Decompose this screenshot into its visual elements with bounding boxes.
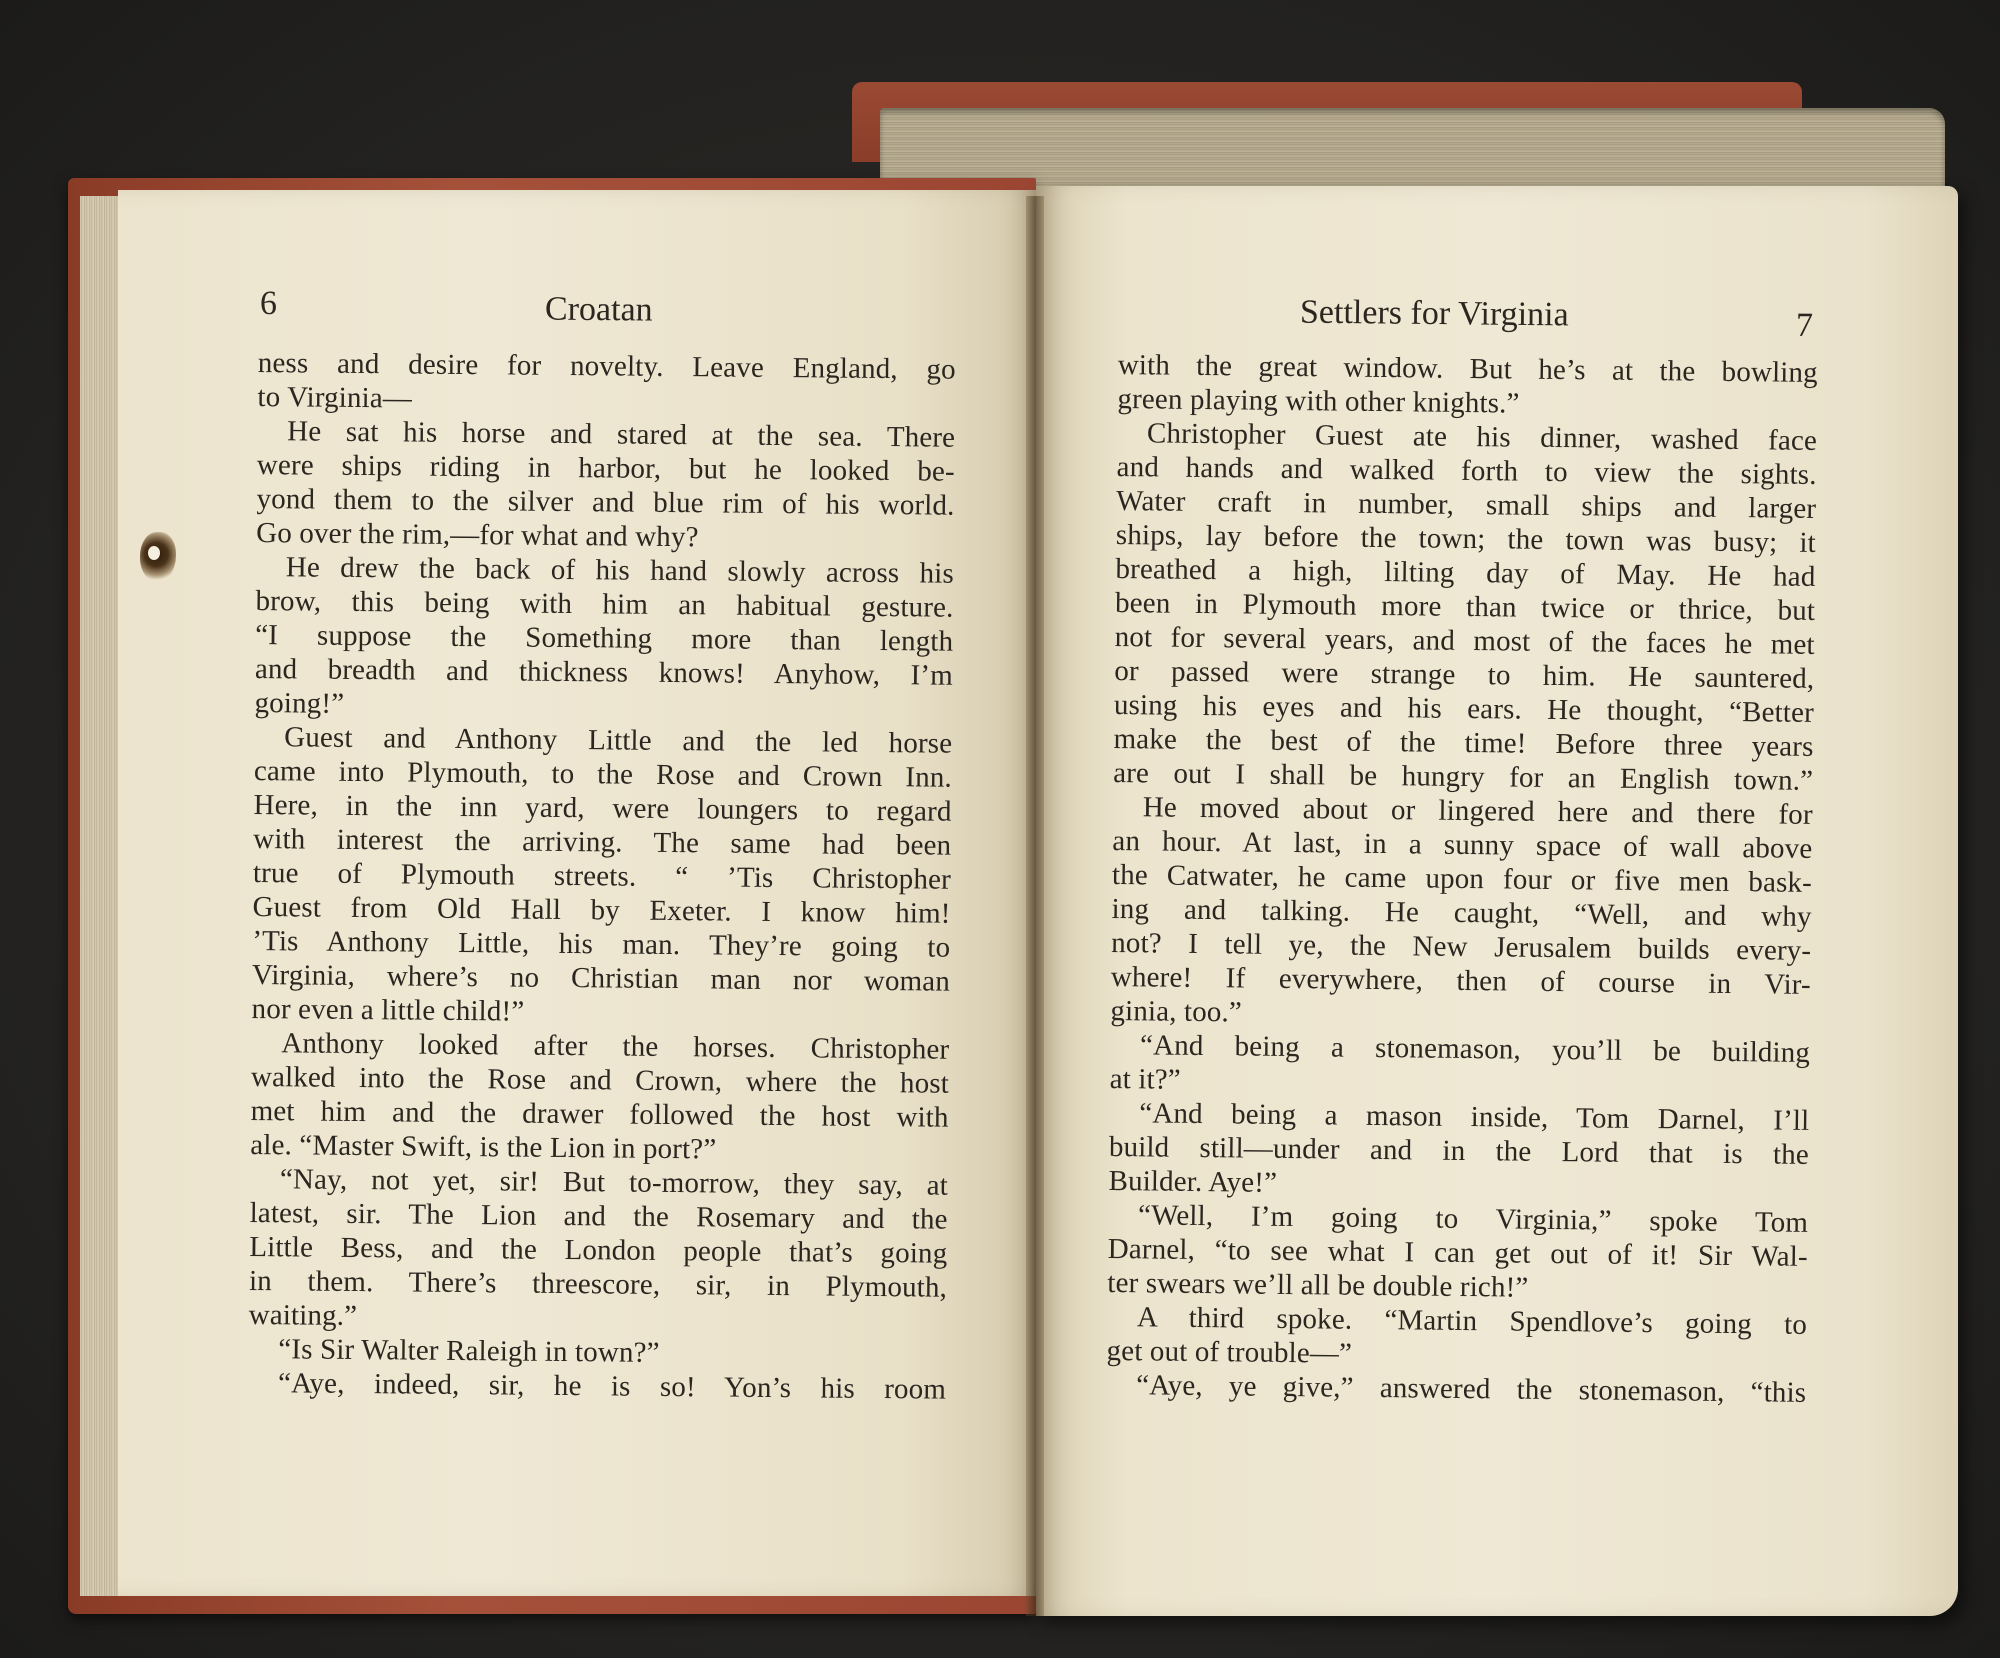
- text-line: ships, lay before the town; the town was busy; it: [1115, 518, 1817, 559]
- text-line: with interest the arriving. The same had been: [253, 822, 952, 862]
- text-line: walked into the Rose and Crown, where the host: [250, 1060, 950, 1100]
- text-line: came into Plymouth, to the Rose and Crown Inn.: [253, 754, 953, 794]
- text-line: brow, this being with him an habitual gesture.: [255, 584, 954, 624]
- text-line: ter swears we’ll all be double rich!”: [1107, 1266, 1529, 1304]
- text-line: “And being a mason inside, Tom Darnel, I’ll: [1139, 1097, 1810, 1137]
- text-line: were ships riding in harbor, but he looked be-: [256, 448, 955, 488]
- text-line: Go over the rim,—for what and why?: [256, 516, 699, 554]
- text-line: to Virginia—: [257, 380, 413, 415]
- text-line: ness and desire for novelty. Leave England, go: [257, 346, 956, 386]
- text-line: with the great window. But he’s at the bowling: [1117, 348, 1818, 389]
- text-line: Guest from Old Hall by Exeter. I know him!: [252, 890, 951, 930]
- text-line: the Catwater, he came upon four or five men bask-: [1111, 858, 1813, 899]
- text-line: met him and the drawer followed the host with: [250, 1094, 949, 1134]
- text-line: Virginia, where’s no Christian man nor woman: [251, 958, 951, 998]
- left-page-number: 6: [259, 284, 278, 323]
- text-line: ale. “Master Swift, is the Lion in port?”: [250, 1128, 717, 1166]
- text-line: get out of trouble—”: [1106, 1334, 1353, 1370]
- text-line: Anthony looked after the horses. Christopher: [281, 1027, 950, 1066]
- text-line: or passed were strange to him. He sauntered,: [1114, 654, 1815, 695]
- text-line: yond them to the silver and blue rim of his world.: [256, 482, 955, 522]
- text-line: “Aye, ye give,” answered the stonemason, “this: [1136, 1369, 1807, 1409]
- text-line: “Well, I’m going to Virginia,” spoke Tom: [1137, 1199, 1809, 1239]
- right-running-head: Settlers for Virginia: [1299, 293, 1569, 334]
- text-line: Little Bess, and the London people that’s going: [249, 1230, 948, 1270]
- text-line: build still—under and in the Lord that is the: [1108, 1130, 1810, 1171]
- text-line: going!”: [254, 686, 345, 720]
- text-line: “Nay, not yet, sir! But to-morrow, they say, at: [279, 1163, 949, 1202]
- right-page-text: [1106, 348, 1818, 1410]
- text-line: true of Plymouth streets. “ ’Tis Christopher: [252, 856, 952, 896]
- text-line: ginia, too.”: [1110, 994, 1243, 1029]
- text-line: not? I tell ye, the New Jerusalem builds every-: [1111, 926, 1812, 967]
- text-line: latest, sir. The Lion and the Rosemary and the: [249, 1196, 948, 1236]
- left-page-text: [248, 346, 956, 1407]
- text-line: been in Plymouth more than twice or thrice, but: [1114, 586, 1816, 627]
- burn-hole: [148, 546, 160, 560]
- text-line: He drew the back of his hand slowly across his: [285, 551, 954, 590]
- text-line: Guest and Anthony Little and the led horse: [284, 721, 953, 760]
- text-line: “And being a stonemason, you’ll be building: [1139, 1029, 1811, 1069]
- text-line: and breadth and thickness knows! Anyhow, I’m: [254, 652, 954, 692]
- book-gutter: [1026, 196, 1044, 1616]
- text-line: green playing with other knights.”: [1117, 382, 1520, 420]
- text-line: “Aye, indeed, sir, he is so! Yon’s his room: [277, 1367, 947, 1406]
- text-line: ’Tis Anthony Little, his man. They’re going to: [252, 924, 951, 964]
- text-line: not for several years, and most of the faces he met: [1114, 620, 1815, 661]
- text-line: “Is Sir Walter Raleigh in town?”: [278, 1333, 660, 1369]
- text-line: Builder. Aye!”: [1108, 1164, 1278, 1199]
- text-line: He moved about or lingered here and there for: [1142, 791, 1813, 831]
- text-line: nor even a little child!”: [251, 992, 525, 1028]
- text-line: Here, in the inn yard, were loungers to regard: [253, 788, 952, 828]
- left-running-head: Croatan: [544, 290, 653, 329]
- text-line: breathed a high, lilting day of May. He had: [1115, 552, 1816, 593]
- right-page-number: 7: [1795, 306, 1814, 345]
- text-line: ing and talking. He caught, “Well, and why: [1111, 892, 1812, 933]
- text-line: where! If everywhere, then of course in Vir-: [1110, 960, 1812, 1001]
- text-line: Christopher Guest ate his dinner, washed face: [1146, 417, 1818, 457]
- text-line: at it?”: [1109, 1062, 1181, 1096]
- text-line: waiting.”: [248, 1298, 358, 1332]
- text-line: A third spoke. “Martin Spendlove’s going to: [1136, 1301, 1808, 1341]
- text-line: an hour. At last, in a sunny space of wall above: [1112, 824, 1813, 865]
- text-line: are out I shall be hungry for an English town.”: [1112, 756, 1814, 797]
- text-line: Darnel, “to see what I can get out of it! Sir Wal-: [1107, 1232, 1808, 1273]
- text-line: “I suppose the Something more than length: [255, 618, 954, 658]
- text-line: using his eyes and his ears. He thought, “Better: [1113, 688, 1815, 729]
- text-line: and hands and walked forth to view the sights.: [1116, 450, 1817, 491]
- text-line: make the best of the time! Before three years: [1113, 722, 1814, 763]
- text-line: in them. There’s threescore, sir, in Plymouth,: [248, 1264, 948, 1304]
- text-line: Water craft in number, small ships and larger: [1116, 484, 1817, 525]
- text-line: He sat his horse and stared at the sea. There: [287, 415, 956, 454]
